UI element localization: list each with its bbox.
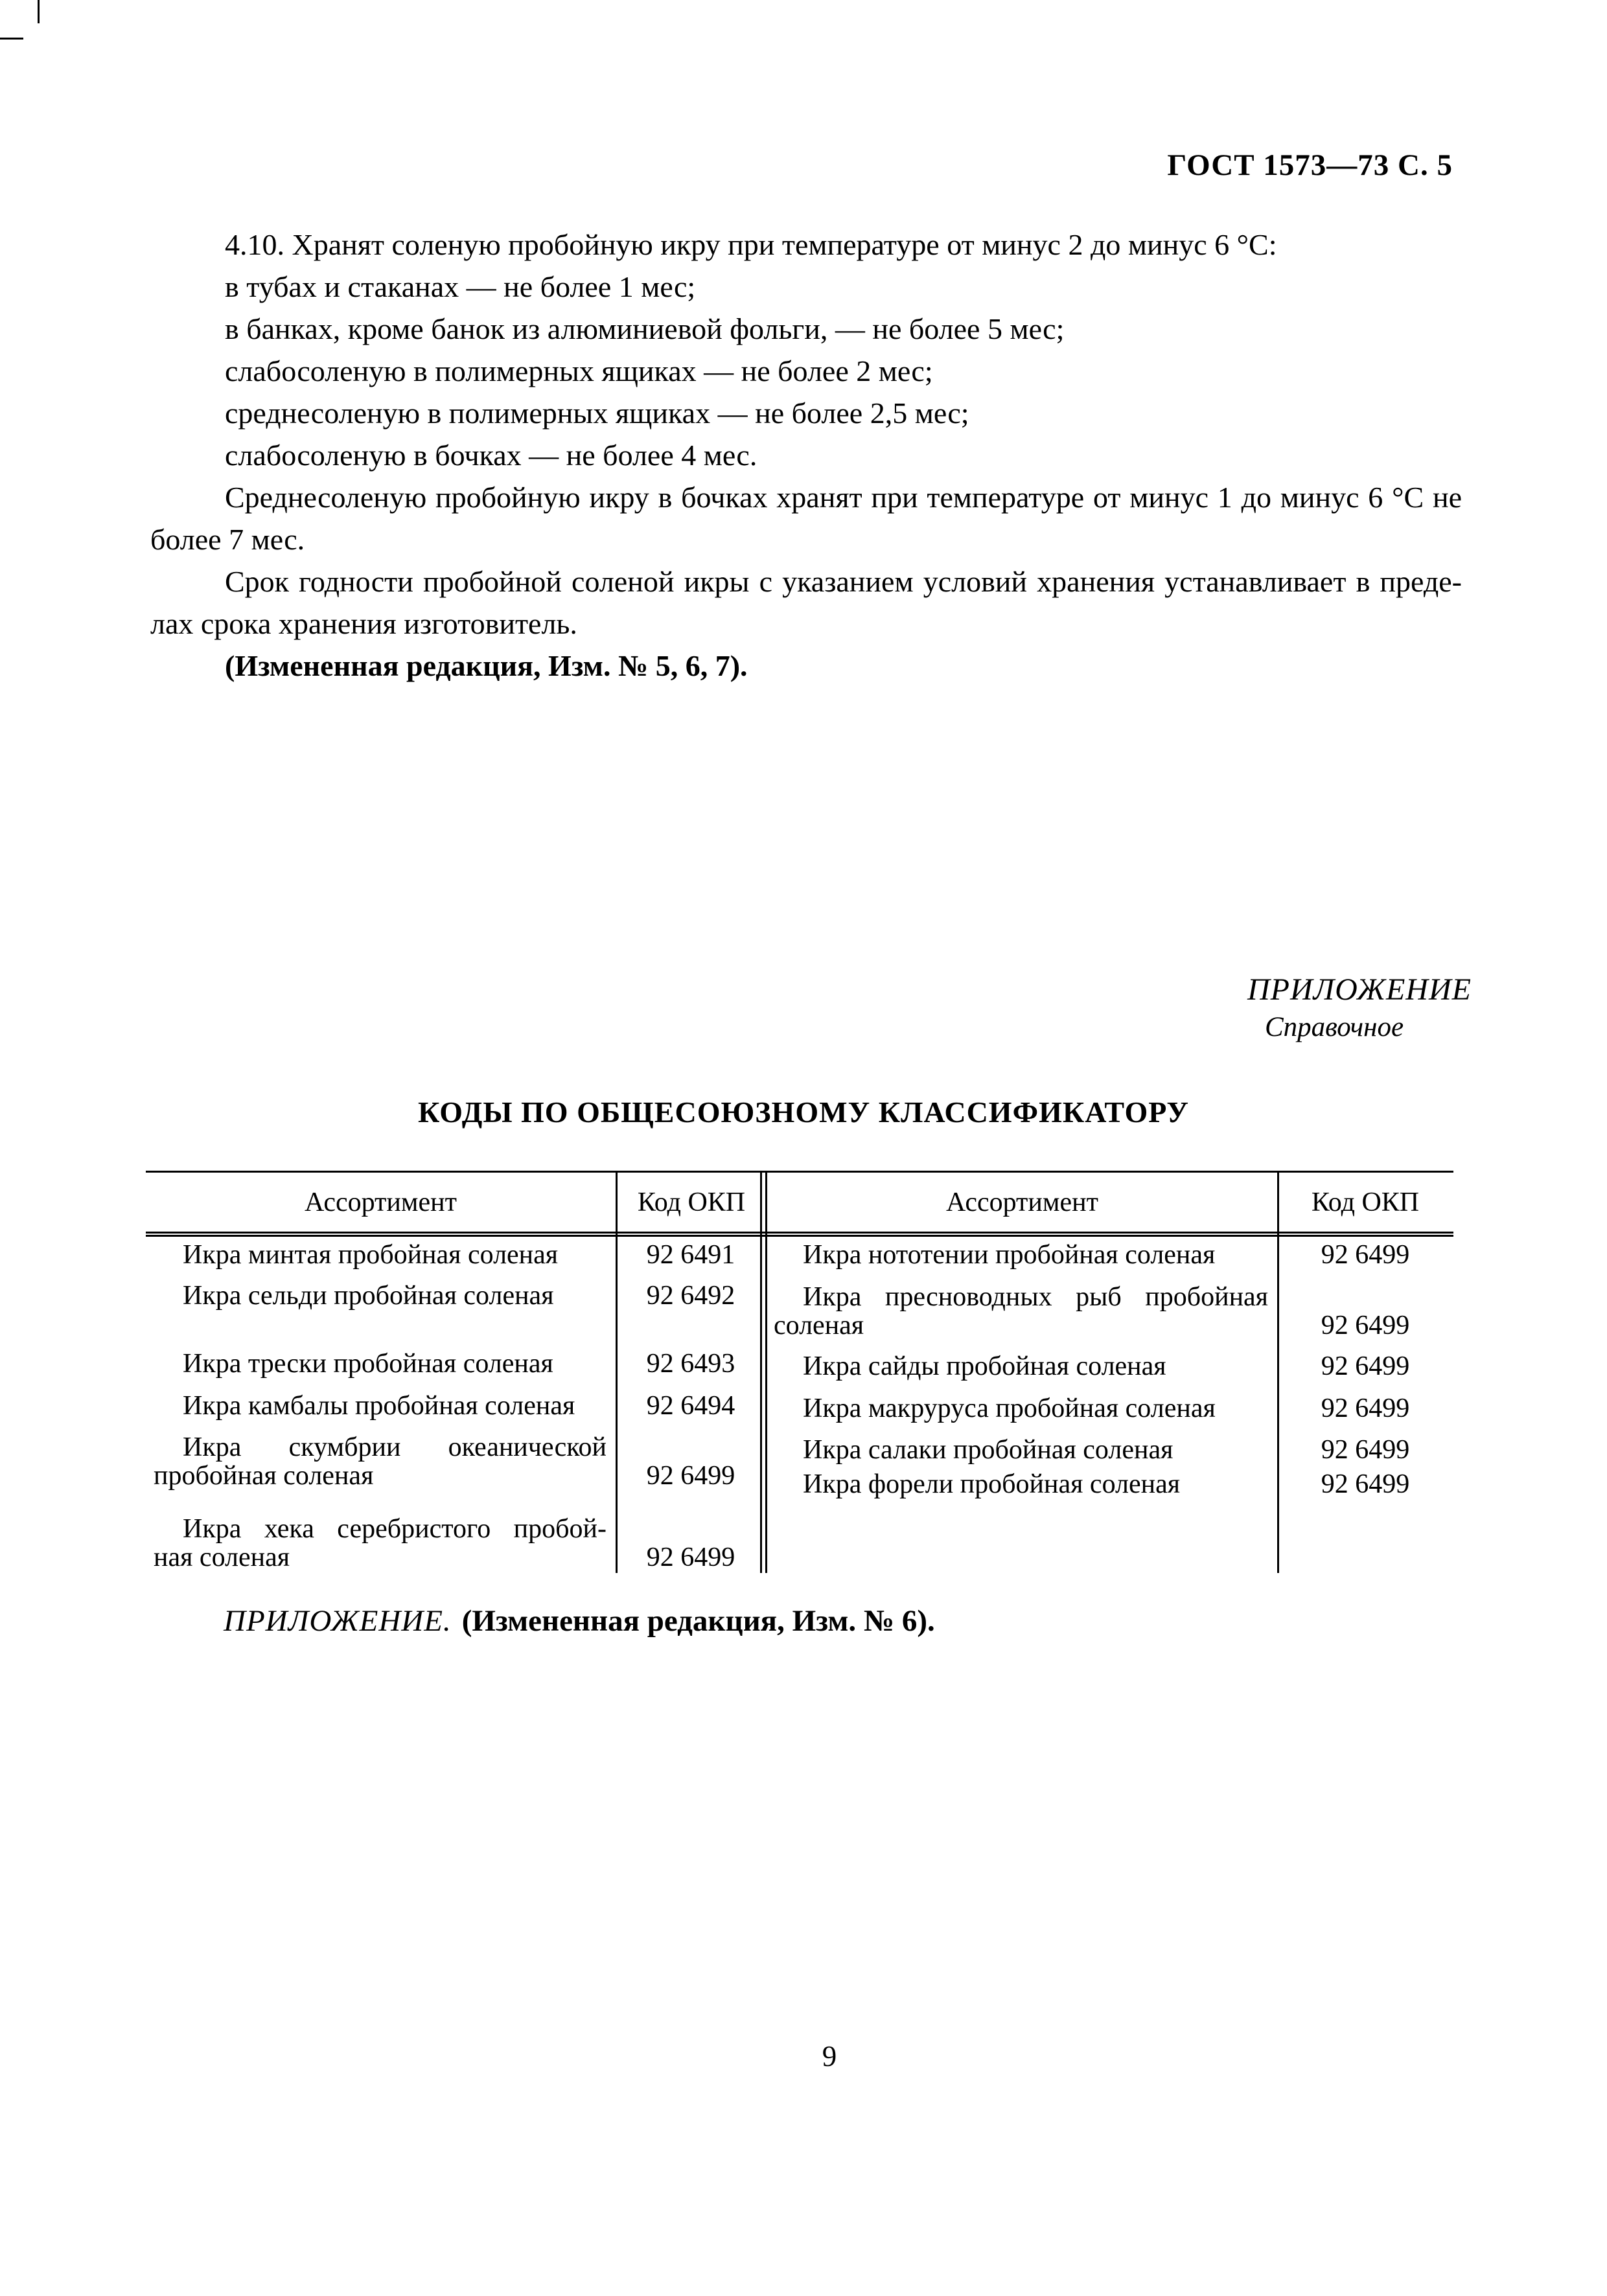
okp-code: 92 6499 [646, 1461, 735, 1491]
assortment-name: Икра камбалы пробойная соленая [183, 1391, 575, 1421]
assortment-name: Икра форели пробойная соленая [803, 1469, 1181, 1499]
annex-title-word: ПРИЛОЖЕНИЕ [1247, 972, 1472, 1007]
assortment-name-line: соленая [774, 1311, 864, 1340]
amendment-text: (Измененная редакция, Изм. № 6). [461, 1604, 935, 1638]
section-4-10 [150, 224, 1462, 687]
annex-amendment-note [224, 1603, 935, 1638]
storage-item: среднесоленую в полимерных ящиках — не более 2,5 мес; [225, 396, 969, 430]
storage-item: слабосоленую в бочках — не более 4 мес. [225, 439, 757, 472]
paragraph-4-10: 4.10. Хранят соленую пробойную икру при температуре от минус 2 до минус 6 °С: [225, 228, 1277, 261]
column-header-assortment: Ассортимент [305, 1187, 457, 1217]
column-header-okp-code: Код ОКП [637, 1187, 746, 1217]
paragraph-barrels [150, 476, 1462, 560]
assortment-name-line: Икра скумбрии океанической [183, 1432, 607, 1462]
okp-code: 92 6499 [1321, 1240, 1410, 1270]
table-row [146, 1392, 766, 1420]
okp-code: 92 6499 [646, 1543, 735, 1572]
okp-code: 92 6499 [1321, 1394, 1410, 1423]
table-right-half [766, 1237, 1453, 1498]
assortment-name-line: пробойная соленая [154, 1461, 374, 1491]
assortment-name: Икра нототении пробойная соленая [803, 1240, 1216, 1270]
table-row [766, 1436, 1453, 1464]
assortment-name [146, 1515, 616, 1572]
table-row [146, 1515, 766, 1572]
table-row [766, 1394, 1453, 1423]
storage-item: слабосоленую в полимерных ящиках — не более 2 мес; [225, 354, 933, 387]
column-header-okp-code: Код ОКП [1311, 1187, 1420, 1217]
amendment-note: (Измененная редакция, Изм. № 5, 6, 7). [225, 649, 748, 682]
assortment-name: Икра трески пробойная соленая [183, 1349, 553, 1379]
table-row [146, 1433, 766, 1490]
crop-mark-vertical [38, 0, 40, 23]
assortment-name [146, 1433, 616, 1490]
table-header-row [146, 1171, 1453, 1237]
assortment-name-line: Икра пресноводных рыб пробойная [803, 1282, 1268, 1312]
storage-item: в тубах и стаканах — не более 1 мес; [225, 270, 696, 303]
paragraph-line: лах срока хранения изготовитель. [150, 607, 577, 640]
table-row [146, 1281, 766, 1310]
page-number: 9 [822, 2040, 837, 2072]
assortment-name: Икра минтая пробойная соленая [183, 1240, 559, 1270]
annex-subtitle: Справочное [1264, 1012, 1404, 1042]
annex-label [1247, 972, 1472, 1043]
table-row [766, 1241, 1453, 1269]
okp-code: 92 6499 [1321, 1311, 1410, 1340]
okp-code: 92 6499 [1321, 1351, 1410, 1381]
table-row [766, 1470, 1453, 1498]
okp-code: 92 6494 [646, 1391, 735, 1421]
assortment-name: Икра сайды пробойная соленая [803, 1351, 1166, 1381]
assortment-name [766, 1283, 1277, 1340]
assortment-name-line: Икра хека серебристого пробой- [183, 1514, 607, 1544]
annex-word: ПРИЛОЖЕНИЕ. [224, 1604, 452, 1638]
assortment-name: Икра сельди пробойная соленая [183, 1281, 554, 1311]
okp-code: 92 6493 [646, 1349, 735, 1379]
table-row [766, 1352, 1453, 1381]
classifier-codes-title: КОДЫ ПО ОБЩЕСОЮЗНОМУ КЛАССИФИКАТОРУ [418, 1096, 1189, 1129]
paragraph-line: Среднесоленую пробойную икру в бочках хранят при температуре от минус 1 до минус 6 °С не [225, 481, 1462, 514]
column-header-assortment: Ассортимент [946, 1187, 1098, 1217]
paragraph-shelf-life [150, 560, 1462, 645]
crop-mark-horizontal [0, 38, 23, 40]
paragraph-line: Срок годности пробойной соленой икры с указанием условий хранения устанавливает в преде- [225, 565, 1462, 598]
okp-code: 92 6499 [1321, 1435, 1410, 1465]
assortment-name: Икра салаки пробойная соленая [803, 1435, 1173, 1465]
assortment-name-line: ная соленая [154, 1543, 290, 1572]
table-left-half [146, 1237, 766, 1572]
storage-item: в банках, кроме банок из алюминиевой фольги, — не более 5 мес; [225, 312, 1065, 345]
table-row [146, 1241, 766, 1269]
table-row [146, 1349, 766, 1378]
assortment-name: Икра макруруса пробойная соленая [803, 1394, 1216, 1423]
paragraph-line: более 7 мес. [150, 523, 305, 556]
okp-code: 92 6499 [1321, 1469, 1410, 1499]
table-row [766, 1283, 1453, 1340]
okp-code: 92 6491 [646, 1240, 735, 1270]
document-reference: ГОСТ 1573—73 С. 5 [1167, 148, 1453, 182]
codes-table [146, 1171, 1453, 1573]
okp-code: 92 6492 [646, 1281, 735, 1311]
